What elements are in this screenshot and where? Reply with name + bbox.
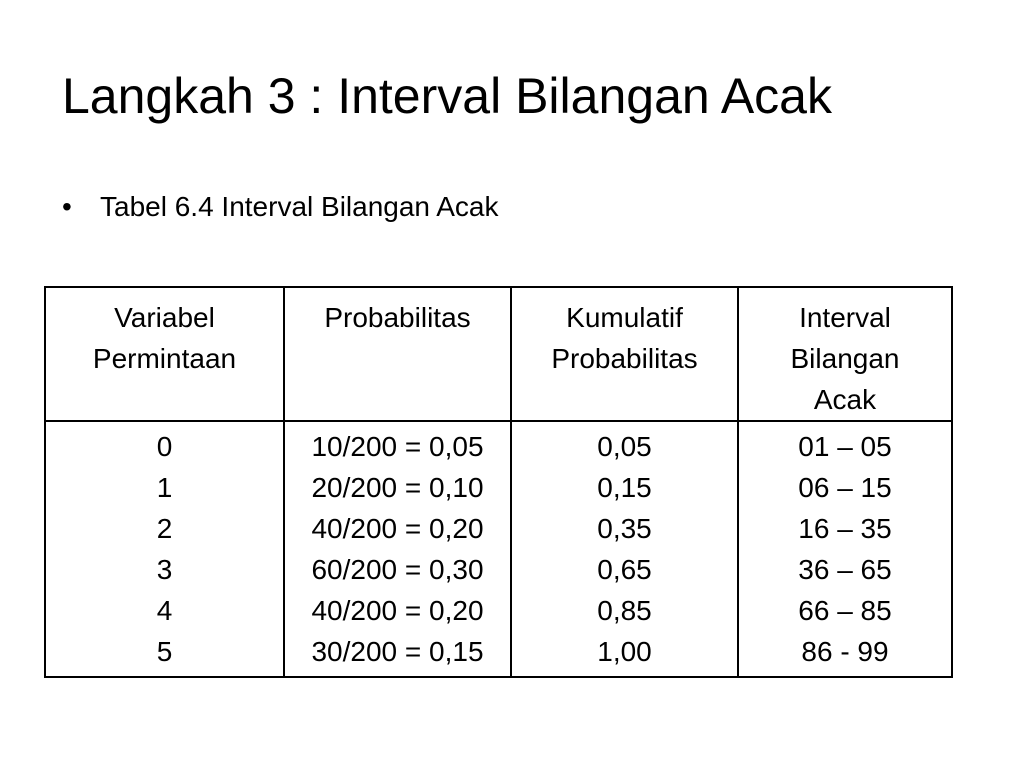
table-body-row — [45, 421, 952, 677]
header-text: Kumulatif — [566, 302, 683, 333]
table-cell: 4 — [156, 595, 173, 626]
table-cell: 1 — [156, 472, 173, 503]
table-cell: 60/200 = 0,30 — [311, 554, 484, 585]
bullet-marker: • — [62, 191, 72, 222]
header-variabel-permintaan — [45, 287, 284, 421]
column-interval-bilangan-acak — [738, 421, 952, 677]
table-cell: 10/200 = 0,05 — [311, 431, 484, 462]
table-cell: 5 — [156, 636, 173, 667]
header-text: Permintaan — [92, 343, 237, 374]
table-cell: 0,15 — [597, 472, 652, 503]
table-cell: 36 – 65 — [798, 554, 892, 585]
table-cell: 01 – 05 — [798, 431, 892, 462]
table-cell: 30/200 = 0,15 — [311, 636, 484, 667]
table-cell: 66 – 85 — [798, 595, 892, 626]
header-text: Interval — [799, 302, 891, 333]
header-probabilitas — [284, 287, 511, 421]
header-text: Probabilitas — [324, 302, 471, 333]
slide-title: Langkah 3 : Interval Bilangan Acak — [62, 68, 832, 124]
table-cell: 20/200 = 0,10 — [311, 472, 484, 503]
table-cell: 0,05 — [597, 431, 652, 462]
header-kumulatif-probabilitas — [511, 287, 738, 421]
table-header-row — [45, 287, 952, 421]
interval-table — [44, 286, 953, 678]
table-cell: 0,65 — [597, 554, 652, 585]
table-cell: 1,00 — [597, 636, 652, 667]
header-text: Probabilitas — [551, 343, 698, 374]
column-kumulatif-probabilitas — [511, 421, 738, 677]
table-cell: 06 – 15 — [798, 472, 892, 503]
table-cell: 0 — [156, 431, 173, 462]
table-cell: 40/200 = 0,20 — [311, 595, 484, 626]
table-cell: 0,35 — [597, 513, 652, 544]
table-cell: 86 - 99 — [801, 636, 889, 667]
column-probabilitas — [284, 421, 511, 677]
table-cell: 40/200 = 0,20 — [311, 513, 484, 544]
table-cell: 16 – 35 — [798, 513, 892, 544]
bullet-text: Tabel 6.4 Interval Bilangan Acak — [100, 191, 499, 222]
table-cell: 0,85 — [597, 595, 652, 626]
header-text: Variabel — [114, 302, 215, 333]
header-text: Acak — [813, 384, 877, 415]
header-text: Bilangan — [790, 343, 900, 374]
table-cell: 2 — [156, 513, 173, 544]
header-interval-bilangan-acak — [738, 287, 952, 421]
table-cell: 3 — [156, 554, 173, 585]
bullet-item — [62, 189, 498, 225]
column-variabel-permintaan — [45, 421, 284, 677]
